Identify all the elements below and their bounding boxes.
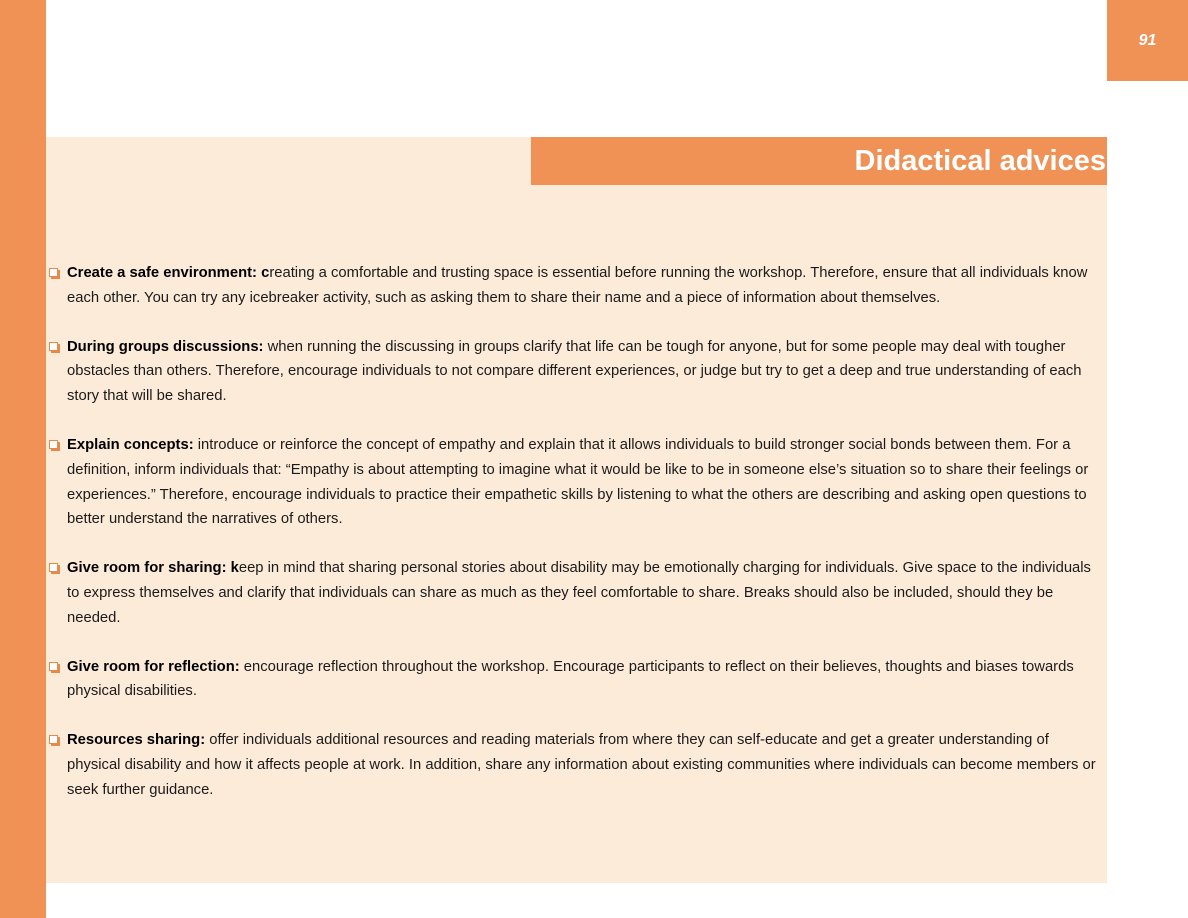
- advice-text: when running the discussing in groups clarify that life can be tough for anyone, but for some people may deal with tougher obstacles than others. Therefore, encourage individuals to not compare different experiences, or judge but try to get a deep and true understanding of each story that will be shared.: [67, 338, 1082, 405]
- checkbox-square-icon: [49, 735, 58, 744]
- checkbox-square-icon: [49, 268, 58, 277]
- advice-item-resources-sharing: [46, 728, 1106, 802]
- advice-text: encourage reflection throughout the workshop. Encourage participants to reflect on their believes, thoughts and biases towards physical disabilities.: [67, 658, 1074, 700]
- advice-text: introduce or reinforce the concept of empathy and explain that it allows individuals to build stronger social bonds between them. For a definition, inform individuals that: “Empathy is about attempting to imagine what it would be like to be in someone else’s situation so to share their feelings or experiences.” Therefore, encourage individuals to practice their empathetic skills by listening to what the others are describing and asking open questions to better understand the narratives of others.: [67, 437, 1089, 528]
- advice-item-group-discussions: [46, 335, 1106, 409]
- advice-heading: Create a safe environment: c: [67, 265, 270, 281]
- checkbox-square-icon: [49, 440, 58, 449]
- left-accent-bar: [0, 0, 46, 918]
- page-title: Didactical advices: [854, 144, 1106, 177]
- checkbox-square-icon: [49, 662, 58, 671]
- advice-text: offer individuals additional resources and reading materials from where they can self-educate and get a greater understanding of physical disability and how it affects people at work. In addition, share any information about existing communities where individuals can become members or seek further guidance.: [67, 732, 1096, 798]
- checkbox-square-icon: [49, 342, 58, 351]
- advice-heading: Give room for sharing: k: [67, 560, 239, 577]
- advice-item-safe-environment: [46, 261, 1106, 310]
- advice-text: reating a comfortable and trusting space is essential before running the workshop. Therefore, ensure that all individuals know each other. You can try any icebreaker activity, such as asking them to share their name and a piece of information about themselves.: [67, 265, 1088, 306]
- page-number: 91: [1138, 31, 1157, 49]
- advice-heading: Give room for reflection:: [67, 658, 240, 675]
- checkbox-square-icon: [49, 563, 58, 572]
- advice-item-room-for-reflection: [46, 655, 1106, 704]
- advice-heading: During groups discussions:: [67, 338, 264, 355]
- advice-heading: Resources sharing:: [67, 732, 206, 749]
- advice-text: eep in mind that sharing personal stories about disability may be emotionally charging for individuals. Give space to the individuals to express themselves and clarify that individuals can share as much as they feel comfortable to share. Breaks should also be included, should they be needed.: [67, 560, 1091, 626]
- page-number-box: [1107, 0, 1188, 81]
- advice-item-room-for-sharing: [46, 556, 1106, 630]
- title-banner: [531, 137, 1107, 185]
- advice-heading: Explain concepts:: [67, 437, 194, 454]
- advice-item-explain-concepts: [46, 433, 1106, 532]
- advice-list: [46, 261, 1106, 827]
